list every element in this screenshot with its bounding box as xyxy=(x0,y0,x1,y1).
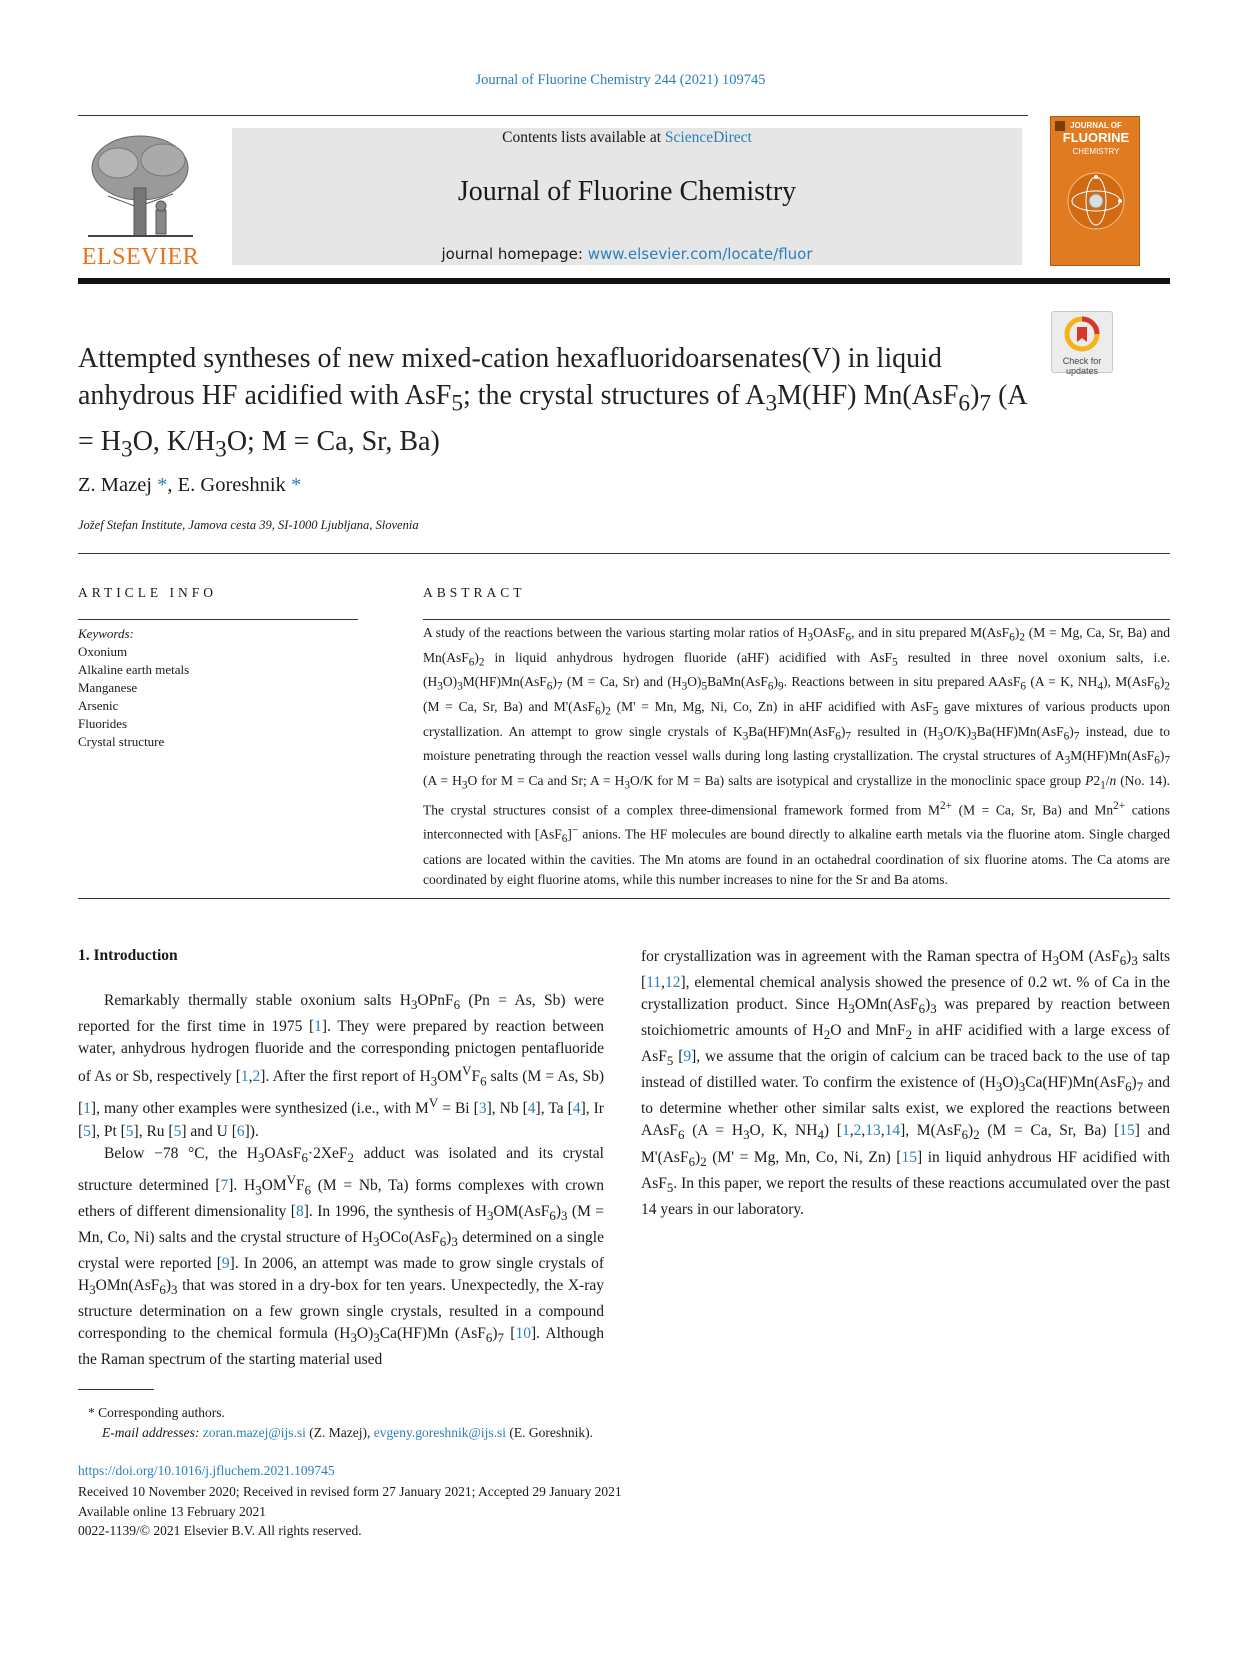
check-updates-icon xyxy=(1064,316,1100,352)
article-history xyxy=(78,1482,622,1541)
body-column-right: for crystallization was in agreement with the Raman spectra of $H_3OM$ $(AsF_6)_3$ salts [11,12], elemental chemical analysis showed the presence of 0.2 wt. % of Ca in the crystallization product. Since $H_3OMn(AsF_6)_3$ was prepared by reaction between stoichiometric amounts of $H_2O$ and MnF$_2$ in aHF acidified with a large excess of AsF$_5$ [9], we assume that the origin of calcium can be traced back to the use of tap instead of distilled water. To confirm the existence of $(H_3O)_3Ca(HF)Mn(AsF_6)_7$ and to determine whether other similar salts exist, we explored the reactions between AAsF$_6$ ($A = H_3O$, K, $NH_4$) [1,2,13,14], $M(AsF_6)_2$ (M = Ca, Sr, Ba) [15] and $M'(AsF_6)_2$ (M' = Mg, Mn, Co, Ni, Zn) [15] in liquid anhydrous HF acidified with AsF$_5$. In this paper, we report the results of these reactions accumulated over the past 14 years in our laboratory. xyxy=(641,948,1171,1218)
keyword-item: Crystal structure xyxy=(78,734,165,749)
affiliation: Jožef Stefan Institute, Jamova cesta 39, SI-1000 Ljubljana, Slovenia xyxy=(78,518,419,532)
author-1-correspondence-mark[interactable]: * xyxy=(157,474,168,496)
header-thick-divider xyxy=(78,278,1170,284)
keyword-item: Alkaline earth metals xyxy=(78,662,190,677)
elsevier-wordmark: ELSEVIER xyxy=(81,244,200,270)
homepage-prefix: journal homepage: xyxy=(441,245,588,263)
available-online: Available online 13 February 2021 xyxy=(78,1503,266,1519)
homepage-line xyxy=(232,245,1022,263)
abstract-heading: ABSTRACT xyxy=(423,585,526,600)
atom-icon xyxy=(1066,171,1126,231)
email-link-goreshnik[interactable]: evgeny.goreshnik@ijs.si xyxy=(373,1425,507,1440)
contents-prefix: Contents lists available at xyxy=(502,129,665,146)
email-link-mazej[interactable]: zoran.mazej@ijs.si xyxy=(202,1425,306,1440)
keyword-item: Arsenic xyxy=(78,698,119,713)
article-info-heading: ARTICLE INFO xyxy=(78,585,218,600)
keywords-list xyxy=(78,625,358,751)
journal-cover-thumbnail[interactable] xyxy=(1050,116,1140,266)
author-list: Z. Mazej *, E. Goreshnik * xyxy=(78,474,302,496)
email-owner-1: (Z. Mazej), xyxy=(305,1425,374,1440)
journal-reference-link[interactable]: Journal of Fluorine Chemistry 244 (2021) 109745 xyxy=(475,72,766,88)
abstract-divider xyxy=(423,619,1170,620)
homepage-link[interactable]: www.elsevier.com/locate/fluor xyxy=(587,245,813,263)
email-label: E-mail addresses: xyxy=(102,1425,203,1440)
check-updates-line-2: updates xyxy=(1065,366,1099,376)
check-for-updates-button[interactable] xyxy=(1051,311,1113,376)
keyword-item: Manganese xyxy=(78,680,138,695)
footnote-divider xyxy=(78,1389,154,1390)
cover-line-1: JOURNAL OF xyxy=(1070,121,1122,130)
copyright: 0022-1139/© 2021 Elsevier B.V. All rights reserved. xyxy=(78,1523,362,1538)
title-divider xyxy=(78,553,1170,554)
article-info-divider xyxy=(78,619,358,620)
abstract-text: A study of the reactions between the various starting molar ratios of $H_3OAsF_6$, and in situ prepared $M(AsF_6)_2$ (M = Mg, Ca, Sr, Ba) and $Mn(AsF_6)_2$ in liquid anhydrous hydrogen fluoride (aHF) acidified with AsF$_5$ resulted in three novel oxonium salts, i.e. $(H_3O)_3M(HF)Mn(AsF_6)_7$ (M = Ca, Sr) and $(H_3O)_5BaMn(AsF_6)_9$. Reactions between in situ prepared AAsF$_6$ (A = K, $NH_4$), $M(AsF_6)_2$ (M = Ca, Sr, Ba) and $M'(AsF_6)_2$ (M' = Mn, Mg, Ni, Co, Zn) in aHF acidified with AsF$_5$ gave mixtures of various products upon crystallization. An attempt to grow single crystals of $K_3Ba(HF)Mn(AsF_6)_7$ resulted in $(H_3O/K)_3Ba(HF)Mn(AsF_6)_7$ instead, due to moisture penetrating through the reaction vessel walls during long lasting crystallization. The crystal structures of $A_3M(HF)Mn(AsF_6)_7$ ($A = H_3O$ for M = Ca and Sr; $A = H_3O/K$ for M = Ba) salts are isotypical and crystallize in the monoclinic space group $P2_1/n$ (No. 14). The crystal structures consist of a complex three-dimensional framework formed from $M^{2+}$ (M = Ca, Sr, Ba) and $Mn^{2+}$ cations interconnected with [AsF$_6$]− anions. The HF molecules are bound directly to alkaline earth metals via the fluorine atom. Single charged cations are located within the cavities. The Mn atoms are found in an octahedral coordination of six fluorine atoms. The Ca atoms are coordinated by eight fluorine atoms, while this number increases to nine for the Sr and Ba atoms. xyxy=(423,625,1171,887)
body-column-left: Remarkably thermally stable oxonium salts $H_3OPnF_6$ (Pn = As, Sb) were reported for the first time in 1975 [1]. They were prepared by reaction between water, anhydrous hydrogen fluoride and the corresponding pnictogen pentafluoride of As or Sb, respectively [1,2]. After the first report of $H_3OM^VF_6$ salts (M = As, Sb) [1], many other examples were synthesized (i.e., with $M^V = Bi$ [3], Nb [4], Ta [4], Ir [5], Pt [5], Ru [5] and U [6]). Below −78 °C, the $H_3OAsF_6\cdot 2XeF_2$ adduct was isolated and its crystal structure determined [7]. $H_3OM^VF_6$ (M = Nb, Ta) forms complexes with crown ethers of different dimensionality [8]. In 1996, the synthesis of $H_3OM(AsF_6)_3$ (M = Mn, Co, Ni) salts and the crystal structure of $H_3OCo(AsF_6)_3$ determined on a single crystal were reported [9]. In 2006, an attempt was made to grow single crystals of $H_3OMn(AsF_6)_3$ that was stored in a dry-box for ten years. Unexpectedly, the X-ray structure determination on a few grown single crystals, resulted in a compound corresponding to the chemical formula $(H_3O)_3Ca(HF)Mn$ $(AsF_6)_7$ [10]. Although the Raman spectrum of the starting material used xyxy=(78,992,605,1369)
section-heading-introduction: 1. Introduction xyxy=(78,947,178,964)
author-2: E. Goreshnik xyxy=(177,474,286,496)
received-dates: Received 10 November 2020; Received in revised form 27 January 2021; Accepted 29 January 2021 xyxy=(78,1484,622,1499)
corresponding-authors-note: * Corresponding authors. xyxy=(88,1405,225,1420)
journal-name: Journal of Fluorine Chemistry xyxy=(457,176,797,207)
cover-line-3: CHEMISTRY xyxy=(1072,147,1120,156)
author-1: Z. Mazej xyxy=(78,474,152,496)
doi-link[interactable]: https://doi.org/10.1016/j.jfluchem.2021.109745 xyxy=(78,1463,335,1478)
keyword-item: Fluorides xyxy=(78,716,128,731)
contents-line xyxy=(232,129,1022,147)
article-title: Attempted syntheses of new mixed-cation hexafluoridoarsenates(V) in liquid anhydrous HF acidified with AsF$_5$; the crystal structures of $A_3M(HF)$ $Mn(AsF_6)_7$ ($A = H_3O$, $K/H_3O$; M = Ca, Sr, Ba) xyxy=(78,343,1027,463)
email-owner-2: (E. Goreshnik). xyxy=(506,1425,594,1440)
abstract-bottom-divider xyxy=(78,898,1170,899)
email-addresses xyxy=(102,1425,593,1441)
sciencedirect-link[interactable]: ScienceDirect xyxy=(664,129,752,146)
author-2-correspondence-mark[interactable]: * xyxy=(290,474,302,496)
keywords-label: Keywords: xyxy=(78,626,134,641)
cover-line-2: FLUORINE xyxy=(1062,130,1130,145)
keyword-item: Oxonium xyxy=(78,644,128,659)
top-divider xyxy=(78,115,1028,116)
check-updates-line-1: Check for xyxy=(1062,356,1102,366)
